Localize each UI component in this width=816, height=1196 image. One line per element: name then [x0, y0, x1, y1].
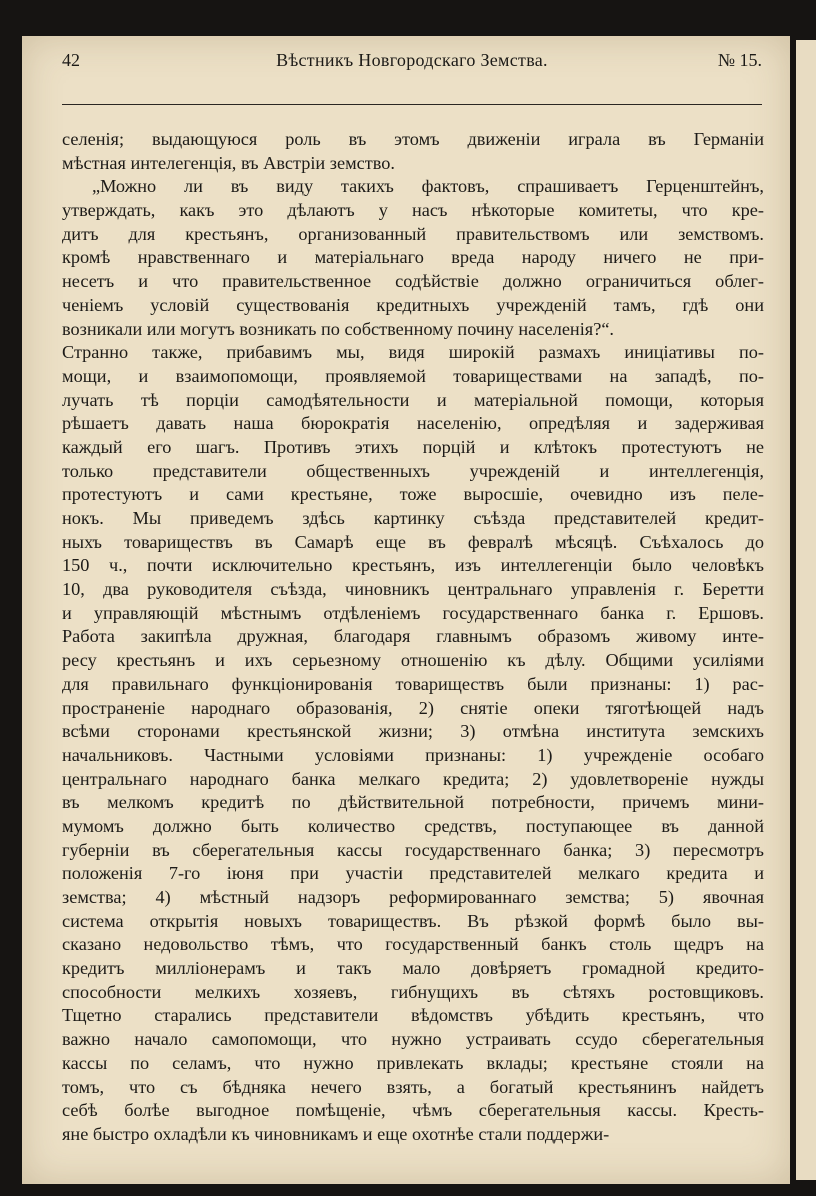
text-line: и управляющій мѣстнымъ отдѣленіемъ государственнаго банка г. Ершовъ.	[62, 602, 764, 623]
text-line: несетъ и что правительственное содѣйствіе должно ограничиться облег-	[62, 271, 764, 292]
text-line: система открытія новыхъ товариществъ. Въ рѣзкой формѣ было вы-	[62, 910, 764, 931]
issue-number: № 15.	[717, 50, 762, 70]
body-text	[62, 128, 764, 1147]
text-line: „Можно ли въ виду такихъ фактовъ, спрашиваетъ Герценштейнъ,	[92, 176, 764, 197]
text-line: дитъ для крестьянъ, организованный правительствомъ или земствомъ.	[62, 223, 764, 244]
text-line: для правильнаго функціонированія товариществъ были признаны: 1) рас-	[62, 673, 764, 694]
text-line: въ мелкомъ кредитѣ по дѣйствительной потребности, причемъ мини-	[62, 792, 764, 813]
text-line: нокъ. Мы приведемъ здѣсь картинку съѣзда представителей кредит-	[62, 508, 764, 528]
text-line: Странно также, прибавимъ мы, видя широкій размахъ иниціативы по-	[62, 342, 764, 363]
text-line: ченіемъ условій существованія кредитныхъ учрежденій тамъ, гдѣ они	[62, 294, 764, 315]
text-line: томъ, что съ бѣдняка нечего взять, а богатый крестьянинъ найдетъ	[62, 1076, 764, 1097]
journal-title: Вѣстникъ Новгородскаго Земства.	[276, 50, 548, 70]
text-line: начальниковъ. Частными условіями признаны: 1) учрежденіе особаго	[62, 744, 764, 765]
header-rule	[62, 104, 762, 105]
text-line: яне быстро охладѣли къ чиновникамъ и еще охотнѣе стали поддержи-	[62, 1123, 610, 1144]
text-line: способности мелкихъ хозяевъ, гибнущихъ въ сѣтяхъ ростовщиковъ.	[62, 981, 764, 1002]
text-line: Работа закипѣла дружная, благодаря главнымъ образомъ живому инте-	[62, 626, 764, 647]
next-page-edge	[796, 40, 816, 1180]
text-line: кредитъ милліонерамъ и такъ мало довѣряетъ громадной кредито-	[62, 958, 764, 979]
text-line: ныхъ товариществъ въ Самарѣ еще въ февралѣ мѣсяцѣ. Съѣхалось до	[62, 531, 764, 552]
text-line: 150 ч., почти исключительно крестьянъ, изъ интеллегенціи было человѣкъ	[62, 555, 764, 576]
text-line: положенія 7-го іюня при участіи представителей мелкаго кредита и	[62, 863, 764, 884]
text-line: ресу крестьянъ и ихъ серьезному отношенію къ дѣлу. Общими усиліями	[62, 650, 764, 671]
page-number: 42	[62, 50, 80, 70]
text-line: 10, два руководителя съѣзда, чиновникъ центральнаго управленія г. Беретти	[62, 579, 764, 600]
text-line: губерніи въ сберегательныя кассы государственнаго банка; 3) пересмотръ	[62, 839, 764, 860]
text-line: мумомъ должно быть количество средствъ, поступающее въ данной	[62, 815, 764, 836]
text-line: пространеніе народнаго образованія, 2) снятіе опеки тяготѣющей надъ	[62, 697, 764, 718]
text-line: кассы по селамъ, что нужно привлекать вклады; крестьяне стояли на	[62, 1052, 764, 1073]
text-line: только представители общественныхъ учрежденій и интеллегенція,	[62, 460, 764, 481]
text-line: центральнаго народнаго банка мелкаго кредита; 2) удовлетвореніе нужды	[62, 768, 764, 789]
text-line: рѣшаетъ давать наша бюрократія населенію, опредѣляя и задерживая	[62, 413, 764, 434]
text-line: всѣми сторонами крестьянской жизни; 3) отмѣна института земскихъ	[62, 721, 764, 742]
page-header	[62, 50, 762, 74]
text-line: сказано недовольство тѣмъ, что государственный банкъ столь щедръ на	[62, 934, 764, 955]
text-line: важно начало самопомощи, что нужно устраивать ссудо сберегательныя	[62, 1029, 764, 1050]
text-line: себѣ болѣе выгодное помѣщеніе, чѣмъ сберегательныя кассы. Кресть-	[62, 1100, 764, 1121]
text-line: каждый его шагъ. Противъ этихъ порцій и клѣтокъ протестуютъ не	[62, 436, 764, 457]
text-line: протестуютъ и сами крестьяне, тоже выросшіе, очевидно изъ пеле-	[62, 484, 764, 505]
text-line: Тщетно старались представители вѣдомствъ убѣдить крестьянъ, что	[62, 1005, 764, 1026]
text-line: мѣстная интелегенція, въ Австріи земство.	[62, 152, 395, 173]
text-line: возникали или могутъ возникать по собственному почину населенія?“.	[62, 318, 614, 339]
text-line: мощи, и взаимопомощи, проявляемой товариществами на западѣ, по-	[62, 365, 764, 386]
text-line: утверждать, какъ это дѣлаютъ у насъ нѣкоторые комитеты, что кре-	[62, 200, 764, 221]
text-line: лучать тѣ порціи самодѣятельности и матеріальной помощи, которыя	[62, 389, 764, 410]
text-line: кромѣ нравственнаго и матеріальнаго вреда народу ничего не при-	[62, 247, 764, 268]
text-line: земства; 4) мѣстный надзоръ реформированнаго земства; 5) явочная	[62, 887, 764, 907]
text-line: селенія; выдающуюся роль въ этомъ движеніи играла въ Германіи	[62, 129, 764, 149]
